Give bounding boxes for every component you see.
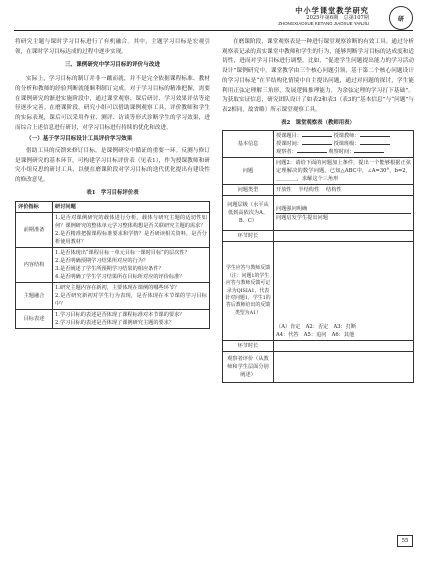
table1 bbox=[15, 201, 210, 329]
info-field: 观察者： bbox=[276, 149, 297, 156]
table2 bbox=[222, 130, 414, 383]
problem-text: 问题2：请给下面的问题加上条件，提出一个能够根据正弦定理解决的数学问题。已知△ABC中，∠A=30°，b=2，＿＿＿＿，求解这个三角形 bbox=[274, 158, 414, 185]
table1-questions: 1.是否体现出“课程目标一单元目标一课时目标”的层次性？ 2.是否明确预期学习结果所对应的行为？ 3.是否阐述了学生所预期学习结果的相应条件？ 4.是否明确了学生学习结果所在目标所对应的评价标准？ bbox=[53, 247, 210, 282]
stage-duration-label: 环节时长 bbox=[223, 231, 274, 242]
info-field: 授课教师： bbox=[333, 133, 360, 140]
feedback-cell bbox=[274, 242, 414, 341]
level-option: 问题强问明确 bbox=[276, 205, 411, 214]
feedback-option: （A）肯定 A2：否定 A3：打断 bbox=[276, 324, 357, 331]
stage-duration-label: 环节时长 bbox=[223, 341, 274, 352]
evaluation-label: 观察者评价（从教师和学生层面分别阐述） bbox=[223, 352, 274, 383]
table1-indicator: 内容结构 bbox=[16, 247, 53, 282]
table-row bbox=[16, 282, 210, 309]
table-row bbox=[16, 212, 210, 247]
table-row bbox=[223, 242, 414, 341]
table-row bbox=[223, 231, 414, 242]
table-row bbox=[16, 309, 210, 328]
type-option: 开放性 bbox=[276, 187, 292, 194]
evaluation-cell bbox=[274, 352, 414, 383]
header-rule bbox=[14, 30, 413, 31]
left-column bbox=[15, 38, 210, 329]
info-field: 观察时间： bbox=[328, 149, 355, 156]
table1-indicator: 目标表述 bbox=[16, 309, 53, 328]
paragraph: 借助工具的反馈来修订目标，是课例研究中循证的重要一环。反测与修订是课例研究的基本环节，可构建学习目标评价表（见表1），作为授课教师和研究小组反思的研讨工具，以便在磨课阶段对学习目标的迭代优化提出有建设性的修改意见。 bbox=[15, 148, 210, 184]
section-heading: 三、课例研究中学习目标的评价与改进 bbox=[64, 62, 161, 69]
table-row bbox=[223, 131, 414, 158]
journal-logo: 研 bbox=[389, 6, 413, 30]
stage-duration-cell bbox=[274, 231, 414, 242]
level-options bbox=[274, 196, 414, 231]
feedback-label: 学生应答与教师反馈（注：问题1的学生应答与教师反馈可记录为QISIA1，代表针对问题1，学生1的答后教师给出的反馈类型为A1） bbox=[223, 242, 274, 341]
journal-title: 中小学课堂教学研究 bbox=[295, 6, 369, 15]
table1-indicator: 前期准备 bbox=[16, 212, 53, 247]
table1-header: 评价指标 bbox=[16, 201, 53, 212]
paragraph: 实际上，学习目标的制订并非一蹴而就，并不是完全依据课程标准、教材的分析和教师的经验判断就能顺利制订完成。对于学习目标的精准把握，需要在课例研究的渐进实施阶段中，通过课堂观察、课后研讨、学习效果评估等途径逐步完善。在磨课阶段，研究小组可以借助课例观察工具，评价教师和学生的实际表现，课后可以采用作业、测评、访谈等形式诊断学生的学习效果，进而综合上述信息进行研讨，对学习目标进行持续的优化和改进。 bbox=[15, 76, 210, 131]
info-field: 授课题目： bbox=[276, 133, 302, 140]
stage-duration-cell bbox=[274, 341, 414, 352]
table1-questions: 1.研究主题内容在新初，主要体现在课例的哪些环节？ 2.是否研究新初对学生行为表现，是否体现在本节课的学习目标中？ bbox=[53, 282, 210, 309]
info-field: 授课时间： bbox=[276, 141, 302, 148]
table-row bbox=[223, 196, 414, 231]
level-label: 问题层级（水平从低到高依次为A、B、C） bbox=[223, 196, 274, 231]
table2-caption: 表2 课堂观察表（教师用表） bbox=[281, 119, 355, 126]
page-header bbox=[0, 0, 427, 34]
basic-info-label: 基本信息 bbox=[223, 131, 274, 158]
table-row bbox=[223, 185, 414, 196]
type-label: 问题类型 bbox=[223, 185, 274, 196]
subsection-heading: （一）基于学习目标设计工具评价学习效果 bbox=[26, 136, 133, 143]
right-column bbox=[222, 38, 414, 383]
page-number: 55 bbox=[397, 535, 413, 547]
basic-info-cell bbox=[274, 131, 414, 158]
type-options bbox=[274, 185, 414, 196]
type-option: 结构性 bbox=[326, 187, 342, 194]
info-field: 授课班级： bbox=[333, 141, 360, 148]
feedback-option: A4：代答 A5：追问 A6：其他 bbox=[276, 332, 355, 339]
table1-questions: 1.学习目标的表述是否体现了课程标准对本节课的要求？ 2.学习目标的表述是否体现了课例研究主题的要求？ bbox=[53, 309, 210, 328]
table1-indicator: 主题融合 bbox=[16, 282, 53, 309]
paragraph: 在磨课阶段，课堂观察表是一种进行课堂观察诊断的有效工具。通过分析观察表记录的真实课堂中教师和学生的行为，能够判断学习目标的达成度和适切性，进而对学习目标进行调整。比如，“促进学生问题提出能力的学习活动设计”课例研究中，课堂教学由三个核心问题引领，基于第二个核心问题设计的学习目标是“在半结构化情境中自主提出问题，通过对问题的探讨，学生能利用正弦定理解三角形，发展逻辑推理能力，为余弦定理的学习打下基础”。为获取实证信息，研究团队设计了如表2和表3（表3的“基本信息”与“问题”与表2相同，故省略）所示课堂观察工具。 bbox=[222, 39, 414, 113]
table-row bbox=[223, 352, 414, 383]
table-row bbox=[223, 158, 414, 185]
table1-header: 研讨问题 bbox=[53, 201, 210, 212]
journal-pinyin: ZHONGXIAOXUE KETANG JIAOXUE YANJIU bbox=[278, 21, 369, 26]
paragraph: 将研究主题与课时学习目标进行了有机融合。其中，主题学习目标是宏观引领，在课时学习目标达成的过程中逐步实现。 bbox=[15, 39, 210, 55]
table1-questions: 1.是否对课例研究的载体进行分析，载体与研究主题的适切性如何？课例研究的整体单元学习整体构想是否关联研究主题的需求？ 2.是否精准把握课程标准要求和学情？是否研读相关资料，是否分析使用教材？ bbox=[53, 212, 210, 247]
table1-caption: 表1 学习目标评价表 bbox=[86, 189, 139, 196]
type-option: 半结构性 bbox=[298, 187, 320, 194]
table-row bbox=[16, 247, 210, 282]
level-option: 问题启发学生提出问题 bbox=[276, 214, 328, 221]
issue-info: 2025年第6期 总第107期 bbox=[306, 15, 369, 21]
table-row bbox=[223, 341, 414, 352]
problem-label: 问题 bbox=[223, 158, 274, 185]
